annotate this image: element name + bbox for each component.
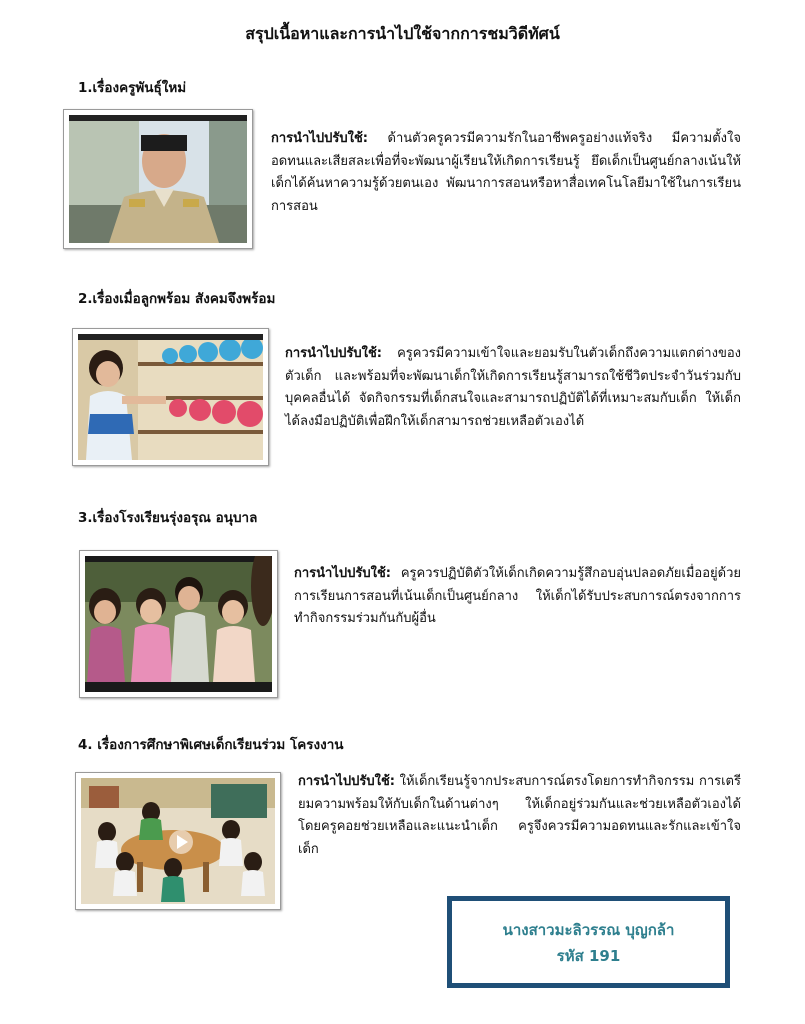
section-4-apply-label: การนำไปปรับใช้: xyxy=(298,774,395,789)
page-title: สรุปเนื้อหาและการนำไปใช้จากการชมวิดีทัศน์ xyxy=(245,24,560,43)
section-2-heading: 2.เรื่องเมื่อลูกพร้อม สังคมจึงพร้อม xyxy=(78,291,276,307)
child-with-balls-image xyxy=(78,334,263,460)
section-4-body: ให้เด็กเรียนรู้จากประสบการณ์ตรงโดยการทำกิจกรรม การเตรียมความพร้อมให้กับเด็กในด้านต่างๆ ให้เด็กอยู่ร่วมกันและช่วยเหลือตัวเองได้โดยครูคอยช่วยเหลือและแนะนำเด็ก ครูจึงควรมีความอดทนและรักและเข้าใจเด็ก xyxy=(298,774,741,857)
section-2-body: ครูควรมีความเข้าใจและยอมรับในตัวเด็กถึงความแตกต่างของตัวเด็ก และพร้อมที่จะพัฒนาเด็กให้เกิดการเรียนรู้สามารถใช้ชีวิตประจำวันร่วมกับบุคคลอื่นได้ จัดกิจกรรมที่เด็กสนใจและสามารถปฏิบัติได้ที่เหมาะสมกับเด็ก ให้เด็กได้ลงมือปฏิบัติเพื่อฝึกให้เด็กสามารถช่วยเหลือตัวเองได้ xyxy=(285,346,741,429)
section-1-video-thumbnail xyxy=(63,109,253,249)
section-3-body: ครูควรปฏิบัติตัวให้เด็กเกิดความรู้สึกอบอุ่นปลอดภัยเมื่ออยู่ด้วย การเรียนการสอนที่เน้นเด็กเป็นศูนย์กลาง ให้เด็กได้รับประสบการณ์ตรงจากการทำกิจกรรมร่วมกันกับผู้อื่น xyxy=(294,566,741,626)
section-2-text xyxy=(285,343,741,433)
section-3-video-thumbnail xyxy=(79,550,278,698)
section-3-apply-label: การนำไปปรับใช้: xyxy=(294,566,391,581)
classroom-table-image xyxy=(81,778,275,904)
section-4-video-thumbnail xyxy=(75,772,281,910)
section-2-apply-label: การนำไปปรับใช้: xyxy=(285,346,382,361)
section-2-video-thumbnail xyxy=(72,328,269,466)
children-in-class-image xyxy=(85,556,272,692)
teacher-portrait-image xyxy=(69,115,247,243)
section-4-heading: 4. เรื่องการศึกษาพิเศษเด็กเรียนร่วม โครงงาน xyxy=(78,737,344,753)
author-code: รหัส 191 xyxy=(556,947,621,965)
section-1-apply-label: การนำไปปรับใช้: xyxy=(271,131,368,146)
section-1-body: ด้านตัวครูควรมีความรักในอาชีพครูอย่างแท้จริง มีความตั้งใจ อดทนและเสียสละเพื่อที่จะพัฒนาผู้เรียนให้เกิดการเรียนรู้ ยึดเด็กเป็นศูนย์กลางเน้นให้เด็กได้ค้นหาความรู้ด้วยตนเอง พัฒนาการสอนหรือหาสื่อเทคโนโลยีมาใช้ในการเรียนการสอน xyxy=(271,131,741,214)
section-3-heading: 3.เรื่องโรงเรียนรุ่งอรุณ อนุบาล xyxy=(78,510,258,526)
author-name: นางสาวมะลิวรรณ บุญกล้า xyxy=(502,921,675,939)
section-3-text xyxy=(294,563,741,631)
section-1-heading: 1.เรื่องครูพันธุ์ใหม่ xyxy=(78,80,187,96)
section-4-text xyxy=(298,771,741,861)
section-1-text xyxy=(271,128,741,218)
author-box xyxy=(447,896,730,988)
